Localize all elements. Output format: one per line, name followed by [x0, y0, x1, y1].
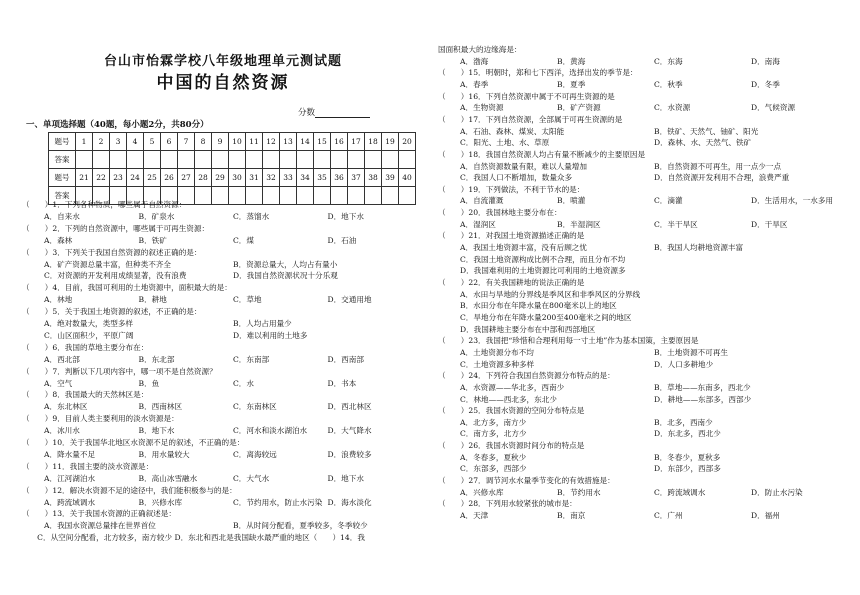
answer-cell[interactable]: [280, 187, 297, 205]
answer-option[interactable]: A．春季: [460, 79, 489, 89]
answer-cell[interactable]: [263, 151, 280, 169]
option-row: [44, 319, 422, 329]
question-text: （ ）11．我国主要的淡水资源是：: [22, 461, 154, 471]
answer-cell[interactable]: [382, 151, 399, 169]
question-text: （ ）18．我国自然资源人均占有量不断减少的主要原因是: [438, 149, 646, 159]
score-label: 分数: [298, 108, 316, 118]
answer-option[interactable]: D．东部少，西部多: [654, 464, 721, 474]
answer-option[interactable]: A．自来水: [44, 211, 80, 221]
answer-option[interactable]: A．江河湖泊水: [44, 473, 96, 483]
answer-option[interactable]: A．石油、森林、煤炭、太阳能: [460, 126, 565, 136]
grid-answer-row: [49, 151, 416, 169]
answer-option[interactable]: C．东海: [654, 56, 683, 66]
answer-option[interactable]: A．北方多，南方少: [460, 417, 527, 427]
question-number-cell: 23: [110, 169, 127, 187]
answer-option[interactable]: D．地下水: [327, 211, 364, 221]
question-number-cell: 34: [297, 169, 314, 187]
option-row: [460, 290, 848, 300]
answer-option[interactable]: A．森林: [44, 235, 73, 245]
option-row: [460, 173, 848, 183]
answer-cell[interactable]: [246, 151, 263, 169]
question-number-cell: 33: [280, 169, 297, 187]
answer-option[interactable]: D．人口多耕地少: [654, 359, 714, 369]
option-row: [460, 127, 848, 137]
answer-option[interactable]: A．绝对数量大，类型多样: [44, 319, 134, 328]
answer-cell[interactable]: [297, 187, 314, 205]
answer-option[interactable]: B．草地——东南多，西北少: [654, 382, 751, 392]
answer-option[interactable]: C．林地——西北多，东北少: [460, 394, 557, 404]
answer-option[interactable]: C．山区面积少，平原广阔: [44, 330, 134, 340]
option-row: [460, 360, 848, 370]
answer-option[interactable]: D．难以利用的土地多: [233, 330, 308, 340]
answer-option[interactable]: A．水田与旱地的分界线是季风区和非季风区的分界线: [460, 289, 641, 299]
answer-option[interactable]: B．夏季: [557, 79, 586, 89]
answer-cell[interactable]: [331, 151, 348, 169]
question-text: （ ）1．下列各种物质，哪些属于自然资源：: [22, 200, 187, 209]
answer-option[interactable]: D．冬季: [751, 79, 780, 89]
option-row: [44, 212, 422, 222]
answer-option[interactable]: A．降水量不足: [44, 449, 96, 459]
question-text: （ ）9．目前人类主要利用的淡水资源是：: [22, 414, 179, 424]
answer-option[interactable]: B．自然资源不可再生，用一点少一点: [654, 161, 782, 171]
answer-option[interactable]: B．水田分布在年降水量在800毫米以上的地区: [460, 301, 617, 311]
question-number-cell: 4: [127, 133, 144, 151]
answer-option[interactable]: A．东北林区: [44, 402, 88, 412]
answer-option[interactable]: B．土地资源不可再生: [654, 347, 728, 357]
question-text: （ ）5．关于我国土地资源的叙述，不正确的是：: [22, 307, 202, 317]
answer-option[interactable]: C．我国土地资源构成比例不合理，而且分布不均: [460, 254, 626, 264]
answer-option[interactable]: C．节约用水，防止水污染: [233, 497, 323, 507]
answer-cell[interactable]: [365, 151, 382, 169]
answer-option[interactable]: A．冬春多，夏秋少: [460, 452, 527, 462]
grid-row-label: 答案: [49, 151, 76, 169]
answer-option[interactable]: D．自然资源开发利用不合理，浪费严重: [654, 173, 790, 183]
option-row: [460, 453, 848, 463]
answer-option[interactable]: D．交通用地: [327, 295, 372, 305]
score-field: [298, 106, 370, 118]
question-text: （ ）4．目前，我国可利用的土地资源中，面积最大的是：: [22, 283, 232, 293]
answer-cell[interactable]: [161, 151, 178, 169]
answer-option[interactable]: C．滴灌: [654, 196, 683, 206]
answer-option[interactable]: D．生活用水，一水多用: [751, 196, 834, 206]
answer-cell[interactable]: [212, 187, 229, 205]
answer-option[interactable]: C．草地: [233, 295, 262, 305]
answer-option[interactable]: A．冰川水: [44, 426, 80, 436]
option-row: [460, 325, 848, 335]
answer-option[interactable]: B．半湿润区: [557, 219, 601, 229]
answer-option[interactable]: B．人均占用量少: [233, 319, 292, 328]
option-row: [44, 402, 422, 412]
answer-option[interactable]: C．水: [233, 378, 254, 388]
question-number-cell: 11: [246, 133, 263, 151]
option-row: [460, 138, 848, 148]
answer-option[interactable]: A．土地资源分布不均: [460, 347, 534, 357]
option-row: [460, 162, 848, 172]
question-text: （ ）10．关于我国华北地区水资源不足的叙述，不正确的是：: [22, 438, 245, 447]
answer-option[interactable]: D．书本: [327, 378, 357, 388]
option-row: [460, 313, 848, 323]
answer-option[interactable]: B．东北部: [138, 354, 175, 364]
answer-cell[interactable]: [76, 151, 93, 169]
question-number-cell: 38: [365, 169, 382, 187]
option-row: [460, 57, 848, 67]
question-text: （ ）12．解决水资源不足的途径中，我们能积极参与的是：: [22, 485, 237, 495]
question-number-cell: 31: [246, 169, 263, 187]
answer-option[interactable]: D．南海: [751, 56, 780, 66]
question-text: （ ）26．我国水资源时间分布的特点是: [438, 441, 585, 451]
question-number-cell: 14: [297, 133, 314, 151]
answer-option[interactable]: D．耕地——东部多，西部少: [654, 394, 752, 404]
grid-number-row: [49, 169, 416, 187]
question-text: （ ）23．我国把“珍惜和合理利用每一寸土地”作为基本国策，主要原因是: [438, 336, 699, 346]
question-number-cell: 8: [195, 133, 212, 151]
answer-option[interactable]: B．节约用水: [557, 487, 601, 497]
answer-cell[interactable]: [331, 187, 348, 205]
answer-cell[interactable]: [280, 151, 297, 169]
question-number-cell: 20: [399, 133, 416, 151]
question-number-cell: 21: [76, 169, 93, 187]
answer-option[interactable]: B．铁矿、天然气、铀矿、阳光: [654, 126, 759, 136]
answer-option[interactable]: A．渤海: [460, 56, 489, 66]
answer-option[interactable]: A．自流灌溉: [460, 196, 504, 206]
answer-option[interactable]: C．大气水: [233, 473, 270, 483]
option-row: [460, 429, 848, 439]
answer-option[interactable]: B．南京: [557, 511, 586, 520]
question-text: 国面积最大的边缘海是：: [438, 45, 522, 54]
answer-option[interactable]: B．兴修水库: [138, 497, 183, 507]
answer-option[interactable]: C．东部多，西部少: [460, 464, 527, 474]
answer-option[interactable]: D．西北林区: [327, 402, 372, 412]
answer-option[interactable]: B．资源总量大，人均占有量小: [233, 259, 338, 269]
question-text: （ ）27．调节河水水量季节变化的有效措施是：: [438, 476, 615, 486]
answer-option[interactable]: D．西南部: [327, 354, 364, 364]
answer-option[interactable]: B．西南林区: [138, 402, 183, 412]
question-number-cell: 36: [331, 169, 348, 187]
question-number-cell: 24: [127, 169, 144, 187]
grid-row-label: 题号: [49, 169, 76, 187]
answer-option[interactable]: D．福州: [751, 511, 780, 520]
answer-option[interactable]: C．广州: [654, 511, 683, 520]
grid-row-label: 题号: [49, 133, 76, 151]
answer-option[interactable]: B．地下水: [138, 426, 175, 436]
answer-option[interactable]: D．东北多，西北少: [654, 429, 721, 439]
answer-cell[interactable]: [314, 151, 331, 169]
question-text: （ ）20．我国林地主要分布在：: [438, 208, 562, 218]
answer-option[interactable]: D．防止水污染: [751, 487, 803, 497]
answer-option[interactable]: C．离海较远: [233, 449, 277, 459]
question-text: （ ）17．下列自然资源，全部属于可再生资源的是: [438, 114, 623, 124]
answer-option[interactable]: A．我国水资源总量排在世界首位: [44, 521, 156, 531]
answer-option[interactable]: D．干旱区: [751, 219, 788, 229]
answer-option[interactable]: A．我国土地资源丰富，没有后顾之忧: [460, 243, 587, 253]
question-text: （ ）6．我国的草地主要分布在：: [22, 342, 149, 352]
question-text: （ ）19．下列做法，不利于节水的是：: [438, 184, 585, 194]
answer-option[interactable]: D．森林、水、天然气、铁矿: [654, 138, 752, 148]
answer-option[interactable]: C．东南部: [233, 354, 270, 364]
answer-cell[interactable]: [229, 187, 246, 205]
answer-option[interactable]: C．我国人口不断增加，数量众多: [460, 173, 573, 183]
answer-option[interactable]: C．旱地分布在年降水量200至400毫米之间的地区: [460, 312, 632, 322]
answer-cell[interactable]: [382, 187, 399, 205]
answer-cell[interactable]: [297, 151, 314, 169]
answer-option[interactable]: A．空气: [44, 378, 73, 388]
answer-cell[interactable]: [195, 151, 212, 169]
option-row: [460, 464, 848, 474]
grid-number-row: [49, 133, 416, 151]
answer-cell[interactable]: [178, 151, 195, 169]
question-text: （ ）24．下列符合我国自然资源分布特点的是：: [438, 371, 615, 381]
question-text: （ ）28．下列用水较紧张的城市是：: [438, 499, 577, 509]
option-row: [44, 271, 422, 281]
question-number-cell: 25: [144, 169, 161, 187]
school-title: 台山市怡霖学校八年级地理单元测试题: [103, 54, 342, 69]
question-number-cell: 9: [212, 133, 229, 151]
question-number-cell: 27: [178, 169, 195, 187]
question-text: C．从空间分配看，北方较多，南方较少 D．东北和西北是我国缺水最严重的地区（ ）14．我: [22, 533, 365, 543]
question-number-cell: 22: [93, 169, 110, 187]
option-row: [460, 301, 848, 311]
answer-grid: [48, 132, 416, 205]
option-row: [44, 295, 422, 305]
option-row: [44, 498, 422, 508]
option-row: [460, 383, 848, 393]
answer-option[interactable]: C．半干旱区: [654, 219, 698, 229]
option-row: [460, 255, 848, 265]
option-row: [460, 418, 848, 428]
question-number-cell: 5: [144, 133, 161, 151]
question-number-cell: 17: [348, 133, 365, 151]
question-text: （ ）2．下列的自然资源中，哪些属于可再生资源：: [22, 223, 210, 233]
question-number-cell: 29: [212, 169, 229, 187]
answer-option[interactable]: B．黄海: [557, 56, 586, 66]
answer-option[interactable]: C．对资源的开发利用成绩显著，没有浪费: [44, 271, 187, 281]
section-title: 一、单项选择题（40题，每小题2分，共80分）: [26, 120, 209, 130]
option-row: [44, 521, 422, 531]
answer-option[interactable]: A．自然资源数量有限，难以人量增加: [460, 161, 587, 171]
question-text: （ ）7．判断以下几项内容中，哪一项不是自然资源？: [22, 366, 217, 376]
question-number-cell: 13: [280, 133, 297, 151]
score-blank[interactable]: [315, 108, 370, 118]
question-number-cell: 1: [76, 133, 93, 151]
answer-option[interactable]: C．土地资源多种多样: [460, 359, 535, 369]
answer-option[interactable]: B．喷灌: [557, 196, 586, 206]
question-number-cell: 15: [314, 133, 331, 151]
option-row: [44, 450, 422, 460]
answer-option[interactable]: B．高山冰雪融水: [138, 473, 198, 483]
answer-option[interactable]: B．铁矿: [138, 235, 167, 245]
question-number-cell: 18: [365, 133, 382, 151]
question-number-cell: 10: [229, 133, 246, 151]
question-text: （ ）13．关于我国水资源的正确叙述是：: [22, 509, 176, 519]
answer-option[interactable]: B．用水量较大: [138, 449, 190, 459]
answer-cell[interactable]: [399, 151, 416, 169]
answer-option[interactable]: C．煤: [233, 235, 254, 245]
answer-option[interactable]: B．耕地: [138, 295, 167, 305]
question-number-cell: 12: [263, 133, 280, 151]
option-row: [44, 331, 422, 341]
answer-option[interactable]: D．海水淡化: [327, 497, 372, 507]
answer-option[interactable]: B．矿产资源: [557, 103, 601, 113]
option-row: [460, 395, 848, 405]
answer-cell[interactable]: [93, 151, 110, 169]
answer-option[interactable]: B．北多，西南少: [654, 417, 713, 427]
answer-option[interactable]: D．气候资源: [751, 103, 796, 113]
option-row: [460, 511, 848, 521]
option-row: [44, 379, 422, 389]
question-text: （ ）3．下列关于我国自然资源的叙述正确的是：: [22, 247, 202, 257]
question-number-cell: 30: [229, 169, 246, 187]
answer-cell[interactable]: [348, 187, 365, 205]
question-number-cell: 19: [382, 133, 399, 151]
question-text: （ ）8．我国最大的天然林区是：: [22, 390, 149, 400]
question-text: （ ）22．有关我国耕地的说法正确的是: [438, 278, 585, 287]
answer-option[interactable]: B．冬春少，夏秋多: [654, 452, 721, 462]
answer-cell[interactable]: [246, 187, 263, 205]
answer-option[interactable]: D．石油: [327, 235, 357, 245]
answer-option[interactable]: C．东南林区: [233, 402, 277, 412]
question-number-cell: 6: [161, 133, 178, 151]
answer-option[interactable]: C．秋季: [654, 79, 683, 89]
answer-cell[interactable]: [365, 187, 382, 205]
answer-option[interactable]: A．林地: [44, 295, 73, 305]
answer-option[interactable]: B．鱼: [138, 378, 160, 388]
answer-option[interactable]: A．兴修水库: [460, 487, 504, 497]
answer-option[interactable]: A．矿产资源总量丰富，但种类不齐全: [44, 259, 171, 269]
answer-cell[interactable]: [144, 151, 161, 169]
option-row: [460, 488, 848, 498]
answer-option[interactable]: A．西北部: [44, 354, 80, 364]
question-text: （ ）21．对我国土地资源描述正确的是: [438, 231, 585, 241]
question-text: （ ）25．我国水资源的空间分布特点是: [438, 406, 585, 416]
question-number-cell: 37: [348, 169, 365, 187]
option-row: [460, 243, 848, 253]
question-text: （ ）16．下列自然资源中属于不可再生资源的是: [438, 91, 615, 101]
question-number-cell: 32: [263, 169, 280, 187]
option-row: [44, 426, 422, 436]
answer-cell[interactable]: [212, 151, 229, 169]
answer-option[interactable]: C．阳光、土地、水、草原: [460, 138, 550, 148]
answer-option[interactable]: C．南方多，北方少: [460, 429, 527, 439]
answer-cell[interactable]: [314, 187, 331, 205]
answer-option[interactable]: D．地下水: [327, 473, 364, 483]
question-number-cell: 40: [399, 169, 416, 187]
grid-row-label: 答案: [49, 187, 76, 205]
answer-option[interactable]: C．河水和淡水湖泊水: [233, 426, 308, 436]
question-number-cell: 2: [93, 133, 110, 151]
answer-option[interactable]: A．生物资源: [460, 103, 504, 113]
answer-cell[interactable]: [195, 187, 212, 205]
answer-option[interactable]: D．我国难利用的土地资源比可利用的土地资源多: [460, 266, 626, 276]
option-row: [44, 355, 422, 365]
answer-option[interactable]: D．我国自然资源状况十分乐观: [233, 271, 338, 281]
answer-option[interactable]: D．我国耕地主要分布在中部和西部地区: [460, 324, 596, 334]
answer-option[interactable]: B．从时间分配看，夏季较多，冬季较少: [233, 521, 368, 531]
answer-option[interactable]: C．跨流域调水: [654, 487, 706, 497]
option-row: [460, 266, 848, 276]
option-row: [44, 260, 422, 270]
answer-option[interactable]: B．矿泉水: [138, 211, 175, 221]
answer-option[interactable]: C．水资源: [654, 103, 691, 113]
answer-option[interactable]: D．浪费较多: [327, 449, 372, 459]
answer-option[interactable]: D．大气降水: [327, 426, 372, 436]
answer-cell[interactable]: [399, 187, 416, 205]
answer-cell[interactable]: [263, 187, 280, 205]
question-number-cell: 16: [331, 133, 348, 151]
question-number-cell: 3: [110, 133, 127, 151]
answer-option[interactable]: A．湿润区: [460, 219, 496, 229]
answer-option[interactable]: A．跨流域调水: [44, 497, 96, 507]
question-number-cell: 28: [195, 169, 212, 187]
answer-option[interactable]: A．水资源——华北多，西南少: [460, 382, 565, 392]
option-row: [44, 474, 422, 484]
page-title: 中国的自然资源: [156, 73, 290, 93]
question-number-cell: 35: [314, 169, 331, 187]
answer-cell[interactable]: [110, 151, 127, 169]
option-row: [460, 220, 848, 230]
answer-cell[interactable]: [229, 151, 246, 169]
option-row: [460, 80, 848, 90]
question-number-cell: 26: [161, 169, 178, 187]
option-row: [460, 196, 848, 206]
answer-option[interactable]: A．天津: [460, 511, 489, 520]
answer-cell[interactable]: [127, 151, 144, 169]
option-row: [460, 103, 848, 113]
option-row: [44, 236, 422, 246]
question-number-cell: 39: [382, 169, 399, 187]
answer-cell[interactable]: [348, 151, 365, 169]
option-row: [460, 348, 848, 358]
answer-option[interactable]: C．蒸馏水: [233, 211, 270, 221]
question-number-cell: 7: [178, 133, 195, 151]
answer-option[interactable]: B．我国人均耕地资源丰富: [654, 243, 744, 253]
question-text: （ ）15．明朝时，郑和七下西洋，选择出发的季节是：: [438, 68, 638, 78]
